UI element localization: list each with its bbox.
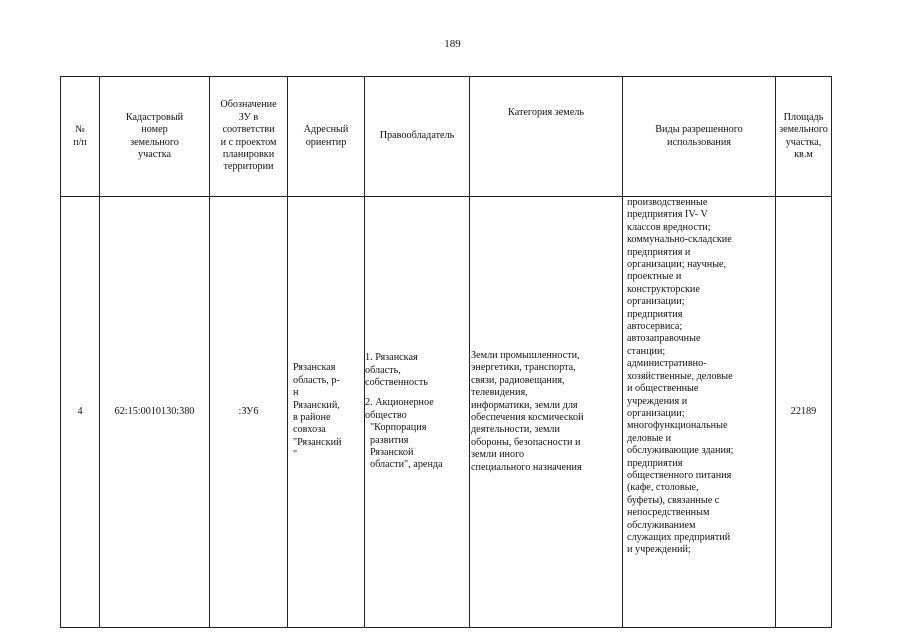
header-owner: Правообладатель: [365, 77, 470, 197]
spacer: [365, 389, 468, 397]
page-number: 189: [444, 38, 461, 50]
header-cadastral-number: Кадастровый номер земельного участка: [100, 77, 210, 197]
header-address: Адресный ориентир: [288, 77, 365, 197]
header-area: Площадь земельного участка, кв.м: [776, 77, 832, 197]
cell-cadastral-number: 62:15:0010130:380: [100, 197, 210, 628]
cell-designation: :ЗУ6: [210, 197, 288, 628]
table-row: [61, 197, 832, 628]
cell-address: Рязанская область, р- н Рязанский, в районе совхоза "Рязанский ": [288, 197, 365, 628]
header-num: № п/п: [61, 77, 100, 197]
land-plot-table: [60, 76, 832, 628]
header-designation: Обозначение ЗУ в соответстви и с проектом планировки территории: [210, 77, 288, 197]
cell-area: 22189: [776, 197, 832, 628]
table-header-row: [61, 77, 832, 197]
cell-land-category: Земли промышленности, энергетики, транспорта, связи, радиовещания, телевидения, информатики, земли для обеспечения космической деятельности, земли обороны, безопасности и земли иного специального назначения: [470, 197, 623, 628]
cell-owner: 1. Рязанская область, собственность 2. Акционерное общество "Корпорация развития Рязанской области", аренда: [365, 197, 470, 628]
header-land-category: Категория земель: [470, 77, 623, 197]
header-permitted-uses: Виды разрешенного использования: [623, 77, 776, 197]
cell-permitted-uses: производственные предприятия IV- V классов вредности; коммунально-складские предприятия и организации; научные, проектные и конструкторские организации; предприятия автосервиса; автозаправочные станции; административно- хозяйственные, деловые и общественные учреждения и организации; многофункциональные деловые и обслуживающие здания; предприятия общественного питания (кафе, столовые, буфеты), связанные с непосредственным обслуживанием служащих предприятий и учреждений;: [623, 197, 776, 628]
cell-num: 4: [61, 197, 100, 628]
